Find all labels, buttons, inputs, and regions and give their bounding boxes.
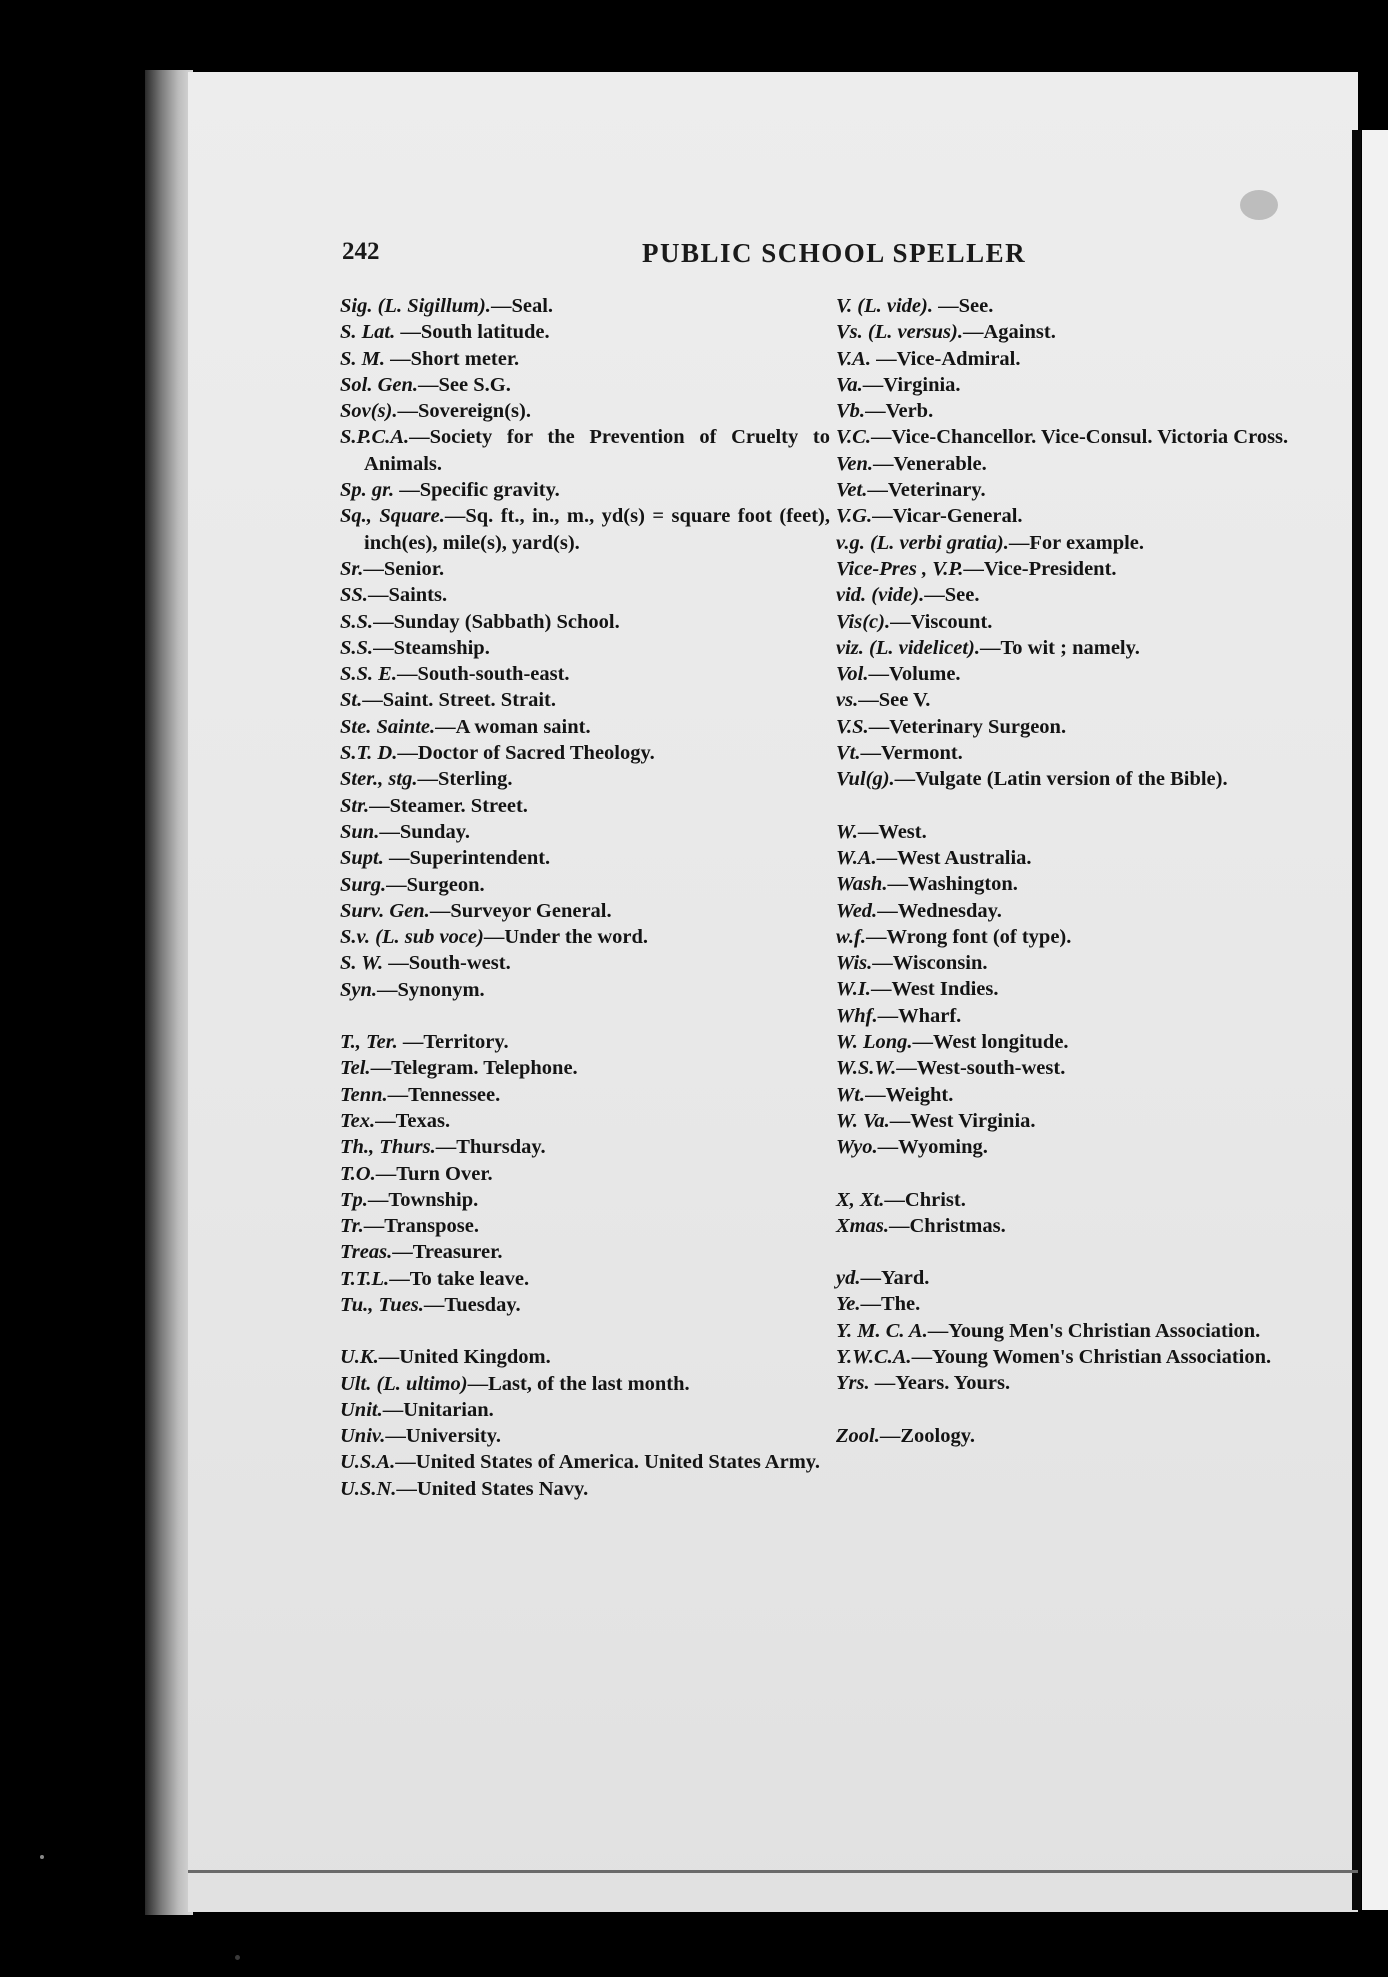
glossary-entry: [340, 503, 830, 556]
entry-abbreviation: S.S.: [340, 610, 374, 633]
entry-definition: —Thursday.: [435, 1136, 546, 1159]
glossary-entry: [836, 477, 1336, 503]
glossary-entry: [836, 1344, 1336, 1370]
glossary-entry: [340, 1108, 830, 1134]
glossary-entry: [340, 687, 830, 713]
entry-abbreviation: Vice-Pres , V.P.: [836, 557, 964, 580]
entry-abbreviation: Surv. Gen.: [340, 899, 430, 922]
entry-abbreviation: St.: [340, 689, 363, 712]
glossary-entry: [836, 661, 1336, 687]
glossary-entry: [340, 661, 830, 687]
entry-definition: —South-west.: [383, 952, 511, 975]
entry-abbreviation: Tex.: [340, 1109, 376, 1132]
glossary-entry: [340, 950, 830, 976]
entry-definition: —West Australia.: [876, 846, 1032, 869]
glossary-entry: [340, 793, 830, 819]
glossary-entry: [836, 293, 1336, 319]
entry-definition: —Texas.: [375, 1109, 451, 1132]
glossary-entry: [836, 1108, 1336, 1134]
entry-abbreviation: Ste. Sainte.: [340, 715, 436, 738]
glossary-entry: [836, 898, 1336, 924]
glossary-entry: [340, 872, 830, 898]
glossary-entry: [340, 1134, 830, 1160]
entry-definition: —Young Women's Christian Association.: [911, 1345, 1272, 1368]
entry-definition: —Superintendent.: [383, 847, 551, 870]
entry-definition: —To take leave.: [389, 1267, 530, 1290]
glossary-entry: [340, 845, 830, 871]
entry-definition: —Against.: [962, 321, 1056, 344]
glossary-entry: [340, 924, 830, 950]
entry-definition: —Township.: [367, 1188, 479, 1211]
glossary-entry: [836, 582, 1336, 608]
glossary-entry: [836, 714, 1336, 740]
entry-abbreviation: v.g. (L. verbi gratia).: [836, 531, 1009, 554]
entry-abbreviation: Syn.: [340, 978, 378, 1001]
entry-abbreviation: Tel.: [340, 1057, 371, 1080]
glossary-entry: [340, 293, 830, 319]
entry-definition: —Vermont.: [860, 742, 963, 765]
entry-definition: —Washington.: [887, 873, 1018, 896]
entry-definition: —Tennessee.: [387, 1083, 501, 1106]
entry-definition: —See.: [932, 295, 994, 317]
entry-abbreviation: viz. (L. videlicet).: [836, 636, 981, 659]
glossary-entry: [340, 1055, 830, 1081]
entry-definition: —See V.: [858, 689, 931, 712]
glossary-entry: [836, 530, 1336, 556]
entry-definition: —West longitude.: [912, 1031, 1069, 1054]
entry-abbreviation: Ven.: [836, 452, 874, 475]
glossary-entry: [340, 556, 830, 582]
glossary-entry: [340, 424, 830, 477]
entry-abbreviation: V.A.: [836, 347, 871, 370]
entry-definition: —Saint. Street. Strait.: [362, 689, 557, 712]
entry-definition: —United Kingdom.: [378, 1346, 551, 1369]
glossary-entry: [836, 766, 1336, 792]
glossary-entry: [836, 372, 1336, 398]
entry-definition: —University.: [385, 1425, 501, 1448]
glossary-entry: [340, 1371, 830, 1397]
entry-definition: —Surveyor General.: [429, 899, 612, 922]
entry-definition: —Wharf.: [877, 1004, 962, 1027]
entry-definition: —Society for the Prevention of Cruelty to Animals.: [364, 426, 830, 475]
entry-abbreviation: Sr.: [340, 557, 364, 580]
glossary-entry: [836, 950, 1336, 976]
glossary-entry: [836, 740, 1336, 766]
entry-abbreviation: SS.: [340, 584, 368, 607]
book-spine: [145, 70, 193, 1915]
entry-definition: —Volume.: [868, 663, 961, 686]
entry-abbreviation: Whf.: [836, 1004, 878, 1027]
glossary-entry: [340, 635, 830, 661]
entry-definition: —Wrong font (of type).: [866, 925, 1072, 948]
entry-definition: —Vicar-General.: [872, 505, 1023, 528]
entry-abbreviation: Ult. (L. ultimo): [340, 1372, 468, 1395]
entry-definition: —West-south-west.: [896, 1057, 1066, 1080]
ink-speck: [40, 1855, 44, 1859]
entry-abbreviation: w.f.: [836, 925, 866, 948]
entry-abbreviation: Va.: [836, 373, 863, 396]
entry-abbreviation: Sig. (L. Sigillum).: [340, 295, 491, 317]
entry-abbreviation: S.T. D.: [340, 742, 398, 765]
right-column: [836, 293, 1336, 1449]
glossary-entry: [836, 398, 1336, 424]
glossary-entry: [340, 346, 830, 372]
entry-abbreviation: vs.: [836, 689, 859, 712]
entry-abbreviation: S. W.: [340, 952, 384, 975]
entry-definition: —See.: [924, 584, 980, 607]
entry-abbreviation: Vol.: [836, 663, 869, 686]
entry-abbreviation: Wyo.: [836, 1136, 878, 1159]
entry-abbreviation: Vt.: [836, 742, 861, 765]
entry-definition: —South-south-east.: [396, 663, 570, 686]
page-number: 242: [342, 238, 380, 265]
entry-abbreviation: Tr.: [340, 1215, 364, 1238]
glossary-entry: [836, 1134, 1336, 1160]
entry-abbreviation: Y. M. C. A.: [836, 1319, 928, 1342]
entry-definition: —Specific gravity.: [394, 479, 560, 502]
glossary-entry: [340, 977, 830, 1003]
entry-abbreviation: U.S.N.: [340, 1477, 397, 1500]
entry-abbreviation: Str.: [340, 794, 370, 817]
entry-abbreviation: Yrs.: [836, 1372, 870, 1395]
entry-abbreviation: T.T.L.: [340, 1267, 390, 1290]
glossary-entry: [836, 1213, 1336, 1239]
entry-definition: —Years. Yours.: [869, 1372, 1011, 1395]
entry-abbreviation: Vis(c).: [836, 610, 891, 633]
entry-definition: —Steamship.: [373, 636, 490, 659]
entry-abbreviation: Wash.: [836, 873, 888, 896]
entry-abbreviation: W. Va.: [836, 1109, 890, 1132]
glossary-entry: [836, 1082, 1336, 1108]
glossary-entry: [340, 1423, 830, 1449]
entry-abbreviation: W.S.W.: [836, 1057, 897, 1080]
glossary-entry: [340, 1397, 830, 1423]
entry-definition: —Sq. ft., in., m., yd(s) = square foot (feet), inch(es), mile(s), yard(s).: [364, 505, 831, 554]
entry-abbreviation: V.S.: [836, 715, 869, 738]
entry-definition: —Treasurer.: [392, 1241, 503, 1264]
glossary-entry: [340, 398, 830, 424]
entry-definition: —Sterling.: [417, 768, 513, 791]
entry-abbreviation: vid. (vide).: [836, 584, 925, 607]
entry-definition: —South latitude.: [395, 321, 550, 344]
entry-definition: —Christmas.: [888, 1214, 1006, 1237]
entry-abbreviation: Sq., Square.: [340, 505, 445, 528]
entry-abbreviation: Sol. Gen.: [340, 373, 419, 396]
entry-definition: —Doctor of Sacred Theology.: [397, 742, 655, 765]
entry-definition: —Synonym.: [377, 978, 485, 1001]
entry-abbreviation: W. Long.: [836, 1031, 913, 1054]
glossary-entry: [340, 1082, 830, 1108]
entry-abbreviation: Unit.: [340, 1398, 383, 1421]
glossary-entry: [836, 451, 1336, 477]
entry-abbreviation: X, Xt.: [836, 1188, 885, 1211]
entry-abbreviation: V.G.: [836, 505, 873, 528]
entry-abbreviation: Sov(s).: [340, 400, 398, 423]
glossary-entry: [836, 1029, 1336, 1055]
glossary-entry: [340, 609, 830, 635]
entry-definition: —Surgeon.: [386, 873, 485, 896]
glossary-entry: [340, 714, 830, 740]
entry-abbreviation: S.P.C.A.: [340, 426, 410, 449]
glossary-entry: [340, 477, 830, 503]
entry-abbreviation: Xmas.: [836, 1214, 889, 1237]
glossary-entry: [836, 1370, 1336, 1396]
glossary-entry: [340, 582, 830, 608]
glossary-entry: [836, 424, 1336, 450]
entry-definition: —Steamer. Street.: [369, 794, 528, 817]
entry-definition: —Sunday (Sabbath) School.: [373, 610, 620, 633]
glossary-entry: [340, 1344, 830, 1370]
glossary-entry: [836, 635, 1336, 661]
entry-definition: —Veterinary Surgeon.: [868, 715, 1067, 738]
entry-abbreviation: yd.: [836, 1267, 861, 1290]
glossary-entry: [340, 1213, 830, 1239]
ink-speck: [1240, 190, 1278, 220]
glossary-entry: [340, 1239, 830, 1265]
entry-definition: —Weight.: [865, 1083, 954, 1106]
entry-abbreviation: Tenn.: [340, 1083, 388, 1106]
entry-definition: —Young Men's Christian Association.: [927, 1319, 1261, 1342]
entry-abbreviation: Tp.: [340, 1188, 368, 1211]
entry-definition: —Sovereign(s).: [397, 400, 531, 423]
glossary-entry: [836, 1265, 1336, 1291]
entry-definition: —Vice-Chancellor. Vice-Consul. Victoria Cross.: [870, 426, 1289, 449]
entry-abbreviation: Supt.: [340, 847, 384, 870]
adjacent-page-edge: [1362, 130, 1388, 1910]
entry-abbreviation: T., Ter.: [340, 1031, 398, 1054]
entry-abbreviation: Vul(g).: [836, 768, 895, 791]
entry-definition: —The.: [860, 1293, 921, 1316]
entry-abbreviation: W.I.: [836, 978, 871, 1001]
entry-abbreviation: Tu., Tues.: [340, 1293, 424, 1316]
entry-definition: —Transpose.: [363, 1215, 479, 1238]
entry-definition: —Short meter.: [385, 347, 520, 370]
glossary-entry: [836, 503, 1336, 529]
entry-definition: —Turn Over.: [375, 1162, 493, 1185]
glossary-entry: [340, 1476, 830, 1502]
glossary-entry: [836, 924, 1336, 950]
gutter-shadow: [1352, 130, 1361, 1910]
entry-definition: —West Virginia.: [889, 1109, 1036, 1132]
entry-definition: —Under the word.: [483, 926, 649, 949]
entry-definition: —Unitarian.: [382, 1398, 494, 1421]
glossary-entry: [836, 1055, 1336, 1081]
glossary-entry: [340, 766, 830, 792]
glossary-entry: [340, 372, 830, 398]
entry-abbreviation: Vs. (L. versus).: [836, 321, 963, 344]
entry-abbreviation: V. (L. vide).: [836, 295, 933, 317]
entry-abbreviation: Treas.: [340, 1241, 393, 1264]
entry-definition: —Wednesday.: [877, 899, 1002, 922]
glossary-entry: [836, 1423, 1336, 1449]
entry-definition: —Telegram. Telephone.: [370, 1057, 578, 1080]
glossary-entry: [340, 1449, 830, 1475]
entry-abbreviation: W.A.: [836, 846, 877, 869]
glossary-entry: [836, 871, 1336, 897]
entry-abbreviation: Wed.: [836, 899, 878, 922]
glossary-entry: [340, 740, 830, 766]
glossary-entry: [836, 976, 1336, 1002]
entry-definition: —Tuesday.: [423, 1293, 521, 1316]
glossary-entry: [836, 346, 1336, 372]
entry-definition: —Wisconsin.: [872, 952, 988, 975]
entry-definition: —Vulgate (Latin version of the Bible).: [894, 768, 1228, 791]
running-head: PUBLIC SCHOOL SPELLER: [642, 238, 1027, 268]
glossary-entry: [836, 687, 1336, 713]
entry-abbreviation: Vet.: [836, 479, 868, 502]
entry-abbreviation: V.C.: [836, 426, 871, 449]
glossary-entry: [340, 319, 830, 345]
entry-abbreviation: Wt.: [836, 1083, 866, 1106]
entry-definition: —Territory.: [397, 1031, 509, 1054]
entry-definition: —United States of America. United States Army.: [395, 1451, 821, 1474]
page-header: [342, 238, 1342, 278]
entry-abbreviation: Ye.: [836, 1293, 861, 1316]
page-bottom-edge: [188, 1870, 1358, 1873]
entry-definition: —Sunday.: [379, 820, 470, 843]
entry-abbreviation: S. Lat.: [340, 321, 396, 344]
entry-definition: —West Indies.: [870, 978, 999, 1001]
entry-abbreviation: S.v. (L. sub voce): [340, 926, 484, 949]
entry-abbreviation: S. M.: [340, 347, 386, 370]
glossary-entry: [836, 1187, 1336, 1213]
entry-abbreviation: U.K.: [340, 1346, 379, 1369]
glossary-entry: [340, 819, 830, 845]
entry-definition: —Saints.: [367, 584, 448, 607]
glossary-entry: [340, 1266, 830, 1292]
entry-definition: —To wit ; namely.: [980, 636, 1140, 659]
entry-definition: —Vice-Admiral.: [870, 347, 1021, 370]
entry-definition: —See S.G.: [418, 373, 511, 396]
entry-definition: —Viscount.: [890, 610, 993, 633]
glossary-entry: [836, 556, 1336, 582]
entry-definition: —A woman saint.: [435, 715, 591, 738]
entry-definition: —West.: [857, 820, 927, 843]
glossary-entry: [340, 1161, 830, 1187]
entry-abbreviation: Zool.: [836, 1424, 880, 1447]
glossary-entry: [836, 1291, 1336, 1317]
glossary-entry: [836, 1318, 1336, 1344]
entry-definition: —United States Navy.: [396, 1477, 589, 1500]
glossary-entry: [836, 845, 1336, 871]
entry-abbreviation: Th., Thurs.: [340, 1136, 436, 1159]
entry-definition: —Verb.: [865, 400, 934, 423]
entry-definition: —Venerable.: [873, 452, 987, 475]
entry-definition: —Yard.: [860, 1267, 930, 1290]
glossary-entry: [836, 1003, 1336, 1029]
entry-definition: —Vice-President.: [963, 557, 1117, 580]
left-column: [340, 293, 830, 1502]
entry-definition: —Wyoming.: [877, 1136, 988, 1159]
entry-abbreviation: Surg.: [340, 873, 387, 896]
entry-definition: —Christ.: [884, 1188, 966, 1211]
entry-definition: —Zoology.: [879, 1424, 975, 1447]
entry-abbreviation: Vb.: [836, 400, 866, 423]
glossary-entry: [836, 819, 1336, 845]
entry-abbreviation: T.O.: [340, 1162, 376, 1185]
entry-abbreviation: S.S. E.: [340, 663, 397, 686]
glossary-entry: [836, 319, 1336, 345]
ink-speck: [235, 1955, 240, 1960]
entry-abbreviation: Wis.: [836, 952, 873, 975]
glossary-entry: [340, 1029, 830, 1055]
entry-definition: —For example.: [1008, 531, 1145, 554]
entry-definition: —Virginia.: [862, 373, 961, 396]
entry-definition: —Seal.: [490, 295, 554, 317]
glossary-entry: [340, 1187, 830, 1213]
entry-abbreviation: Sun.: [340, 820, 380, 843]
entry-abbreviation: S.S.: [340, 636, 374, 659]
glossary-entry: [836, 609, 1336, 635]
entry-abbreviation: Sp. gr.: [340, 479, 395, 502]
entry-abbreviation: W.: [836, 820, 858, 843]
entry-abbreviation: Y.W.C.A.: [836, 1345, 912, 1368]
glossary-entry: [340, 1292, 830, 1318]
entry-abbreviation: Univ.: [340, 1425, 386, 1448]
entry-abbreviation: Ster., stg.: [340, 768, 418, 791]
entry-abbreviation: U.S.A.: [340, 1451, 396, 1474]
glossary-entry: [340, 898, 830, 924]
entry-definition: —Last, of the last month.: [467, 1372, 690, 1395]
entry-definition: —Veterinary.: [867, 479, 986, 502]
entry-definition: —Senior.: [363, 557, 445, 580]
